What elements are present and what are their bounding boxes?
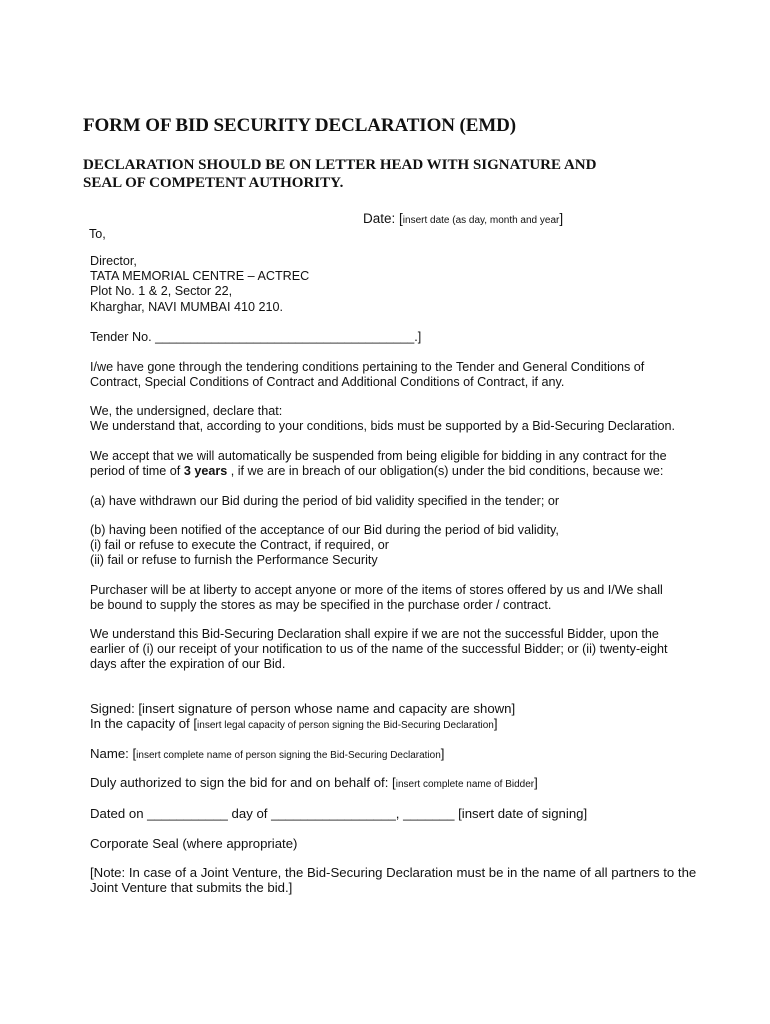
paragraph-suspension	[90, 449, 667, 479]
paragraph-line: We accept that we will automatically be suspended from being eligible for bidding in any contract for the	[90, 449, 667, 463]
salutation: To,	[89, 227, 106, 241]
date-label: Date: [	[363, 211, 403, 226]
dated-line: Dated on ___________ day of _________________, _______ [insert date of signing]	[90, 806, 588, 821]
date-placeholder: insert date (as day, month and year	[402, 215, 560, 226]
signed-line: Signed: [insert signature of person whose name and capacity are shown]	[90, 701, 516, 716]
subtitle-line-1: DECLARATION SHOULD BE ON LETTER HEAD WITH SIGNATURE AND	[83, 157, 597, 173]
joint-venture-note	[90, 865, 696, 895]
document-title: FORM OF BID SECURITY DECLARATION (EMD)	[83, 115, 517, 136]
paragraph-expiry	[90, 627, 667, 673]
duly-close: ]	[534, 775, 538, 790]
note-line: [Note: In case of a Joint Venture, the Bid-Securing Declaration must be in the name of all partners to the	[90, 865, 697, 880]
duly-authorized-line	[90, 775, 538, 792]
duly-label: Duly authorized to sign the bid for and on behalf of: [	[90, 775, 396, 790]
addressee-block	[90, 254, 309, 315]
document-subtitle	[83, 156, 596, 192]
name-placeholder: insert complete name of person signing the Bid-Securing Declaration	[136, 750, 441, 761]
address-line: Director,	[90, 254, 137, 268]
paragraph-line: Contract, Special Conditions of Contract and Additional Conditions of Contract, if any.	[90, 375, 565, 390]
corporate-seal-line: Corporate Seal (where appropriate)	[90, 836, 298, 851]
name-label: Name: [	[90, 746, 137, 761]
paragraph-line: be bound to supply the stores as may be specified in the purchase order / contract.	[90, 598, 552, 613]
paragraph-line: days after the expiration of our Bid.	[90, 657, 286, 672]
paragraph-line: We understand that, according to your conditions, bids must be supported by a Bid-Securing Declaration.	[90, 419, 676, 434]
capacity-label: In the capacity of [	[90, 716, 198, 731]
subtitle-line-2: SEAL OF COMPETENT AUTHORITY.	[83, 175, 344, 191]
date-line	[363, 211, 563, 226]
paragraph-line: We, the undersigned, declare that:	[90, 404, 283, 418]
paragraph-line	[90, 464, 667, 479]
clause-a: (a) have withdrawn our Bid during the period of bid validity specified in the tender; or	[90, 494, 560, 508]
address-line: Kharghar, NAVI MUMBAI 410 210.	[90, 299, 283, 314]
address-line: Plot No. 1 & 2, Sector 22,	[90, 284, 233, 299]
clause-line: (i) fail or refuse to execute the Contract, if required, or	[90, 538, 389, 553]
paragraph-line: I/we have gone through the tendering conditions pertaining to the Tender and General Conditions of	[90, 360, 645, 374]
capacity-placeholder: insert legal capacity of person signing the Bid-Securing Declaration	[197, 720, 494, 731]
name-line	[90, 746, 444, 763]
suspension-text: , if we are in breach of our obligation(s) under the bid conditions, because we:	[227, 464, 664, 479]
address-line: TATA MEMORIAL CENTRE – ACTREC	[90, 269, 310, 284]
paragraph-line: We understand this Bid-Securing Declaration shall expire if we are not the successful Bidder, upon the	[90, 627, 659, 641]
paragraph-conditions	[90, 360, 644, 390]
paragraph-purchaser	[90, 583, 663, 613]
suspension-period: 3 years	[183, 464, 228, 479]
capacity-line	[90, 716, 498, 733]
clause-line: (ii) fail or refuse to furnish the Performance Security	[90, 553, 378, 568]
note-line: Joint Venture that submits the bid.]	[90, 880, 293, 896]
clause-b	[90, 523, 559, 569]
paragraph-undersigned	[90, 404, 675, 434]
clause-line: (b) having been notified of the acceptance of our Bid during the period of bid validity,	[90, 523, 559, 537]
paragraph-line: Purchaser will be at liberty to accept anyone or more of the items of stores offered by us and I/We shall	[90, 583, 663, 597]
capacity-close: ]	[493, 716, 498, 731]
suspension-text: period of time of	[90, 464, 184, 479]
name-close: ]	[440, 746, 445, 761]
tender-number: Tender No. _____________________________________.]	[90, 330, 422, 344]
duly-placeholder: insert complete name of Bidder	[395, 779, 535, 790]
paragraph-line: earlier of (i) our receipt of your notification to us of the name of the successful Bidder; or (ii) twenty-eight	[90, 642, 668, 657]
date-close: ]	[559, 211, 564, 226]
